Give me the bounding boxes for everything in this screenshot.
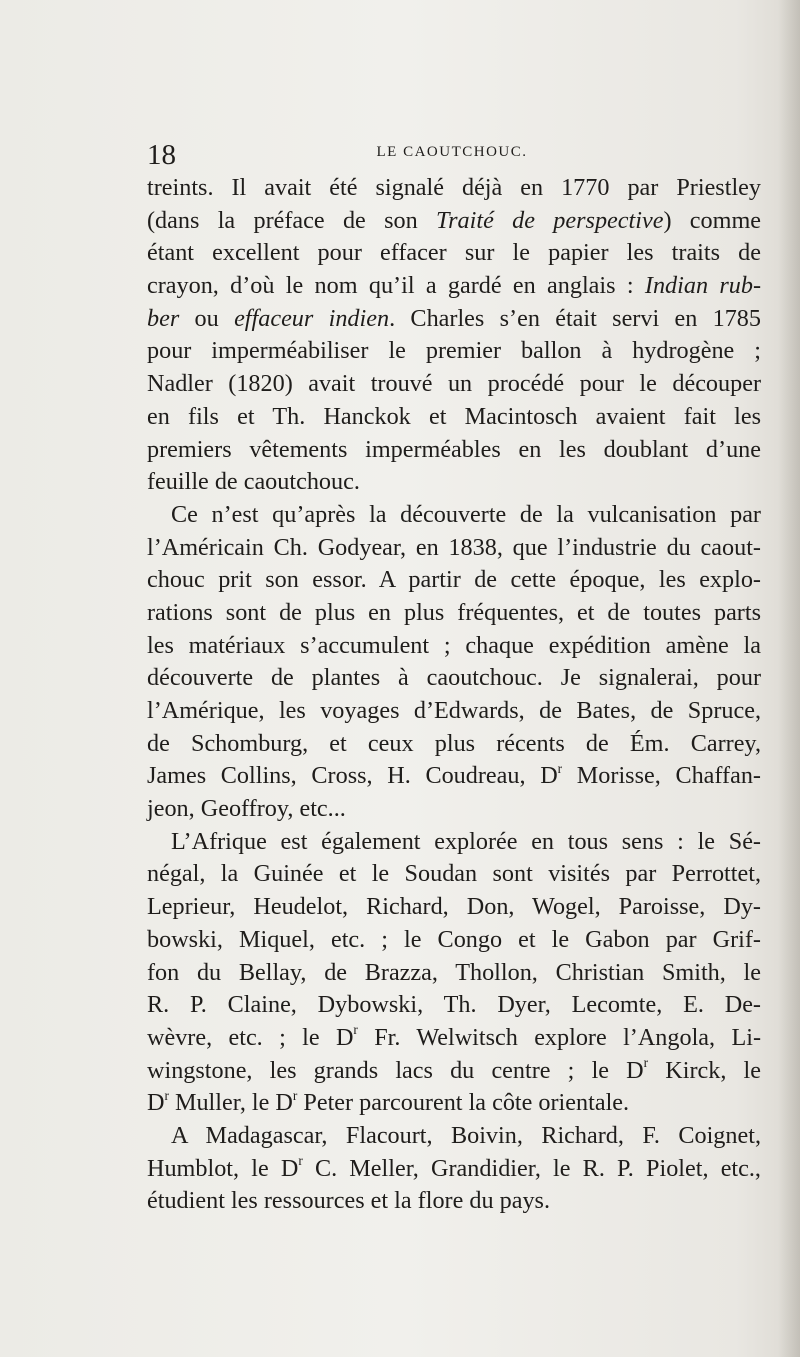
text-line xyxy=(147,466,761,499)
text-run: Ce n’est qu’après la découverte de la vulcanisation par xyxy=(171,500,761,528)
italic-text: effaceur indien xyxy=(234,304,390,332)
superscript: r xyxy=(298,1153,303,1169)
text-line xyxy=(147,989,761,1022)
text-run: de Schomburg, et ceux plus récents de Ém. Carrey, xyxy=(147,729,761,757)
text-line xyxy=(147,335,761,368)
text-run: jeon, Geoffroy, etc... xyxy=(147,795,346,823)
body-text xyxy=(147,172,761,1218)
text-run: Peter parcourent la côte orientale. xyxy=(297,1089,630,1117)
superscript: r xyxy=(557,760,563,776)
page-number: 18 xyxy=(147,139,176,171)
text-run: fon du Bellay, de Brazza, Thollon, Christian Smith, le xyxy=(147,958,761,986)
superscript: r xyxy=(643,1055,649,1071)
text-run: crayon, d’où le nom qu’il a gardé en anglais : xyxy=(147,272,645,300)
text-run: wèvre, etc. ; le D xyxy=(147,1023,354,1051)
text-line xyxy=(147,270,761,303)
text-run: A Madagascar, Flacourt, Boivin, Richard, F. Coignet, xyxy=(171,1121,761,1149)
text-run: Kirck, le xyxy=(648,1056,761,1084)
text-run: les matériaux s’accumulent ; chaque expédition amène la xyxy=(147,631,761,659)
text-line xyxy=(147,1022,761,1055)
text-line xyxy=(147,401,761,434)
superscript: r xyxy=(353,1022,358,1038)
text-line xyxy=(147,891,761,924)
text-run: wingstone, les grands lacs du centre ; le D xyxy=(147,1056,644,1084)
text-line xyxy=(147,924,761,957)
text-run: l’Américain Ch. Godyear, en 1838, que l’industrie du caout- xyxy=(147,533,761,561)
italic-text: ber xyxy=(147,304,180,332)
text-run: Humblot, le D xyxy=(147,1154,299,1182)
text-line xyxy=(147,760,761,793)
text-line xyxy=(147,303,761,336)
page-edge-shadow xyxy=(778,0,800,1357)
text-line xyxy=(147,1120,761,1153)
text-run: D xyxy=(147,1089,165,1117)
text-line xyxy=(147,532,761,565)
text-run: feuille de caoutchouc. xyxy=(147,468,360,496)
text-run: chouc prit son essor. A partir de cette époque, les explo- xyxy=(147,566,761,594)
text-line xyxy=(147,630,761,663)
text-run: Nadler (1820) avait trouvé un procédé pour le découper xyxy=(147,370,761,398)
text-run: C. Meller, Grandidier, le R. P. Piolet, etc., xyxy=(302,1154,761,1182)
text-line xyxy=(147,1055,761,1088)
text-line xyxy=(147,728,761,761)
text-run: pour imperméabiliser le premier ballon à hydrogène ; xyxy=(147,337,761,365)
text-line xyxy=(147,1087,761,1120)
text-run: premiers vêtements imperméables en les doublant d’une xyxy=(147,435,761,463)
text-run: Muller, le D xyxy=(168,1089,293,1117)
italic-text: Indian rub- xyxy=(644,272,761,300)
text-run: en fils et Th. Hanckok et Macintosch avaient fait les xyxy=(147,402,761,430)
text-run: ou xyxy=(179,304,235,332)
superscript: r xyxy=(292,1087,298,1103)
text-run: bowski, Miquel, etc. ; le Congo et le Gabon par Grif- xyxy=(147,925,761,953)
text-run: (dans la préface de son xyxy=(147,206,437,234)
text-line xyxy=(147,564,761,597)
text-run: R. P. Claine, Dybowski, Th. Dyer, Lecomte, E. De- xyxy=(147,991,761,1019)
text-line xyxy=(147,662,761,695)
text-run: Leprieur, Heudelot, Richard, Don, Wogel, Paroisse, Dy- xyxy=(147,893,761,921)
text-run: James Collins, Cross, H. Coudreau, D xyxy=(147,762,558,790)
text-run: étudient les ressources et la flore du pays. xyxy=(147,1187,550,1215)
text-run: treints. Il avait été signalé déjà en 1770 par Priestley xyxy=(147,174,761,201)
text-line xyxy=(147,434,761,467)
text-run: découverte de plantes à caoutchouc. Je signalerai, pour xyxy=(147,664,761,692)
text-line xyxy=(147,205,761,238)
running-title: LE CAOUTCHOUC. xyxy=(376,144,528,160)
text-line xyxy=(147,368,761,401)
text-line xyxy=(147,858,761,891)
italic-text: Traité de perspective xyxy=(436,206,664,234)
text-line xyxy=(147,793,761,826)
text-run: ) comme xyxy=(663,206,762,234)
text-line xyxy=(147,1153,761,1186)
text-line xyxy=(147,597,761,630)
text-run: . Charles s’en était servi en 1785 xyxy=(389,304,761,332)
text-run: étant excellent pour effacer sur le papier les traits de xyxy=(147,239,761,267)
text-run: Fr. Welwitsch explore l’Angola, Li- xyxy=(357,1023,761,1051)
text-run: négal, la Guinée et le Soudan sont visités par Perrottet, xyxy=(147,860,761,888)
text-line xyxy=(147,499,761,532)
text-line xyxy=(147,172,761,205)
page-header xyxy=(147,140,757,170)
text-run: Morisse, Chaffan- xyxy=(562,762,761,790)
text-run: L’Afrique est également explorée en tous sens : le Sé- xyxy=(171,827,761,855)
text-run: l’Amérique, les voyages d’Edwards, de Bates, de Spruce, xyxy=(147,697,761,724)
text-line xyxy=(147,1185,761,1218)
text-line xyxy=(147,957,761,990)
text-line xyxy=(147,695,761,728)
text-line xyxy=(147,237,761,270)
superscript: r xyxy=(164,1087,169,1103)
text-run: rations sont de plus en plus fréquentes, et de toutes parts xyxy=(147,598,761,626)
text-line xyxy=(147,826,761,859)
